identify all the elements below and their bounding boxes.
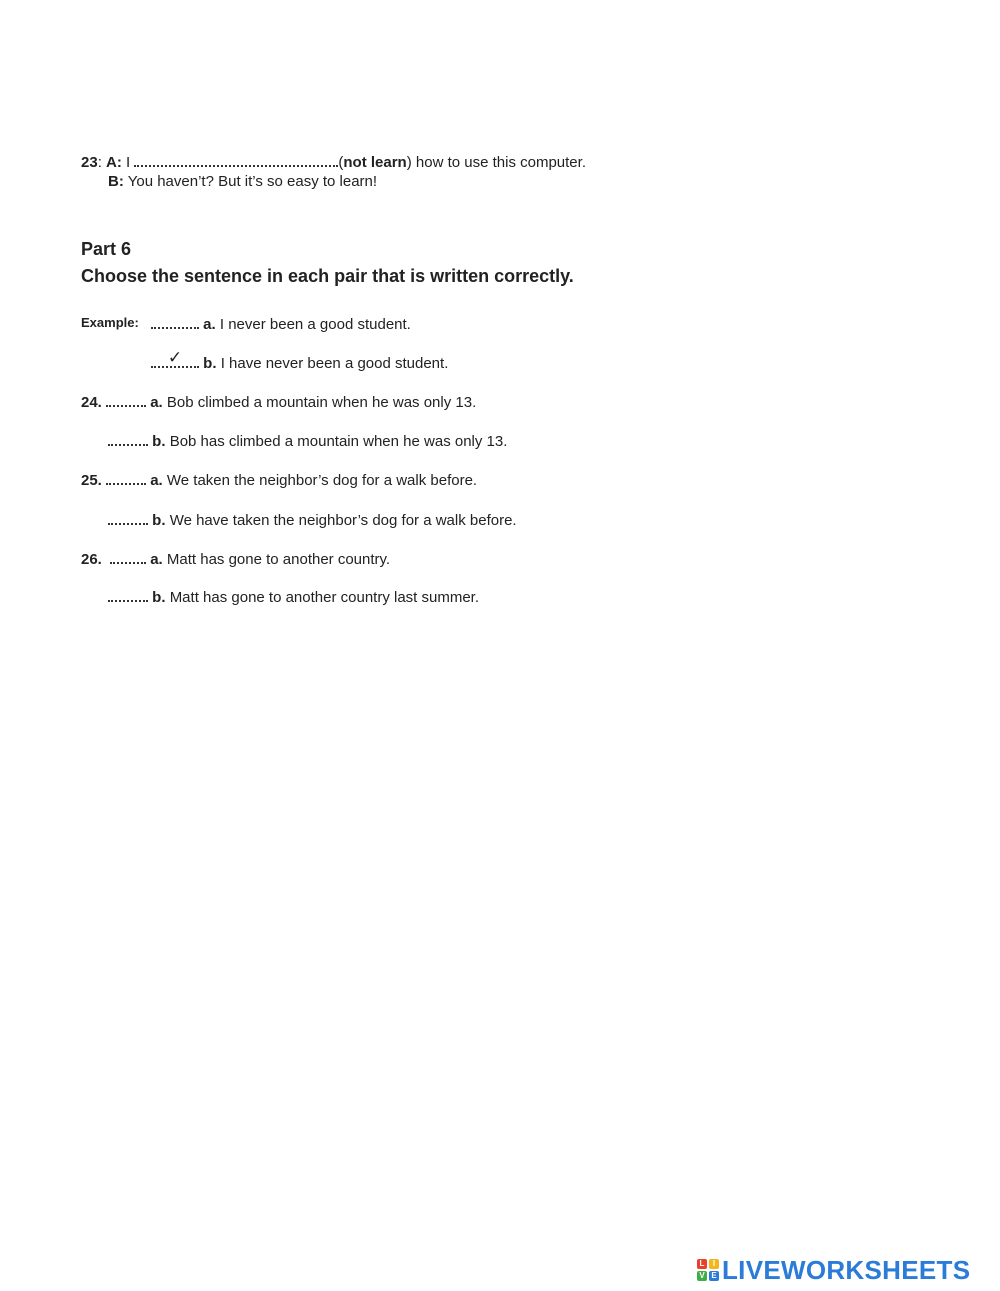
question-24-option-a (81, 391, 476, 412)
question-25-option-b (108, 509, 517, 530)
answer-blank-25a[interactable] (106, 469, 146, 485)
option-text: Bob has climbed a mountain when he was only 13. (169, 433, 508, 450)
speaker-b-label: B: (108, 173, 124, 190)
example-option-b (151, 348, 449, 373)
answer-blank-24b[interactable] (108, 430, 148, 446)
answer-blank-26a[interactable] (110, 548, 146, 564)
part-instruction: Choose the sentence in each pair that is written correctly. (81, 266, 574, 286)
logo-icon (697, 1259, 719, 1281)
question-26-option-b (108, 586, 479, 607)
answer-blank-23[interactable] (134, 151, 338, 167)
question-number: 23 (81, 154, 98, 171)
question-number: 26. (81, 551, 102, 568)
speaker-b-text: You haven’t? But it’s so easy to learn! (127, 173, 378, 190)
liveworksheets-logo[interactable] (697, 1256, 970, 1284)
option-letter: b. (152, 589, 166, 606)
sentence-end: how to use this computer. (415, 154, 586, 171)
example-option-a (151, 313, 411, 334)
option-letter: b. (203, 355, 217, 372)
option-letter: a. (150, 472, 163, 489)
question-26-option-a (81, 548, 390, 569)
example-label-text: Example: (81, 315, 139, 330)
option-text: We have taken the neighbor’s dog for a walk before. (169, 512, 517, 529)
sentence-start: I (126, 154, 131, 171)
logo-tile-l: L (697, 1259, 707, 1269)
question-24-option-b (108, 430, 507, 451)
option-text: I never been a good student. (219, 316, 411, 333)
option-letter: a. (203, 316, 216, 333)
answer-blank-24a[interactable] (106, 391, 146, 407)
option-text: Matt has gone to another country. (166, 551, 391, 568)
question-25-option-a (81, 469, 477, 490)
option-text: I have never been a good student. (220, 355, 449, 372)
answer-blank-25b[interactable] (108, 509, 148, 525)
example-label (81, 314, 139, 332)
answer-blank-26b[interactable] (108, 586, 148, 602)
option-text: Bob climbed a mountain when he was only 13. (166, 394, 477, 411)
option-letter: a. (150, 551, 163, 568)
option-text: We taken the neighbor’s dog for a walk before. (166, 472, 478, 489)
speaker-a-label: A: (106, 154, 122, 171)
part-title: Part 6 (81, 239, 132, 259)
separator: : (97, 154, 102, 171)
example-blank-b[interactable] (151, 348, 199, 368)
example-blank-a[interactable] (151, 313, 199, 329)
logo-text: LIVEWORKSHEETS (722, 1255, 971, 1285)
question-number: 24. (81, 394, 102, 411)
logo-tile-v: V (697, 1271, 707, 1281)
option-letter: b. (152, 512, 166, 529)
option-letter: a. (150, 394, 163, 411)
logo-tile-i: I (709, 1259, 719, 1269)
option-text: Matt has gone to another country last summer. (169, 589, 480, 606)
question-23-line-a: 23: A: I (not learn) how to use this computer. (81, 151, 586, 172)
option-letter: b. (152, 433, 166, 450)
checkmark-icon: ✓ (167, 348, 183, 367)
question-23-line-b (108, 173, 377, 191)
verb-hint: not learn (343, 154, 407, 171)
logo-tile-e: E (709, 1271, 719, 1281)
question-number: 25. (81, 472, 102, 489)
